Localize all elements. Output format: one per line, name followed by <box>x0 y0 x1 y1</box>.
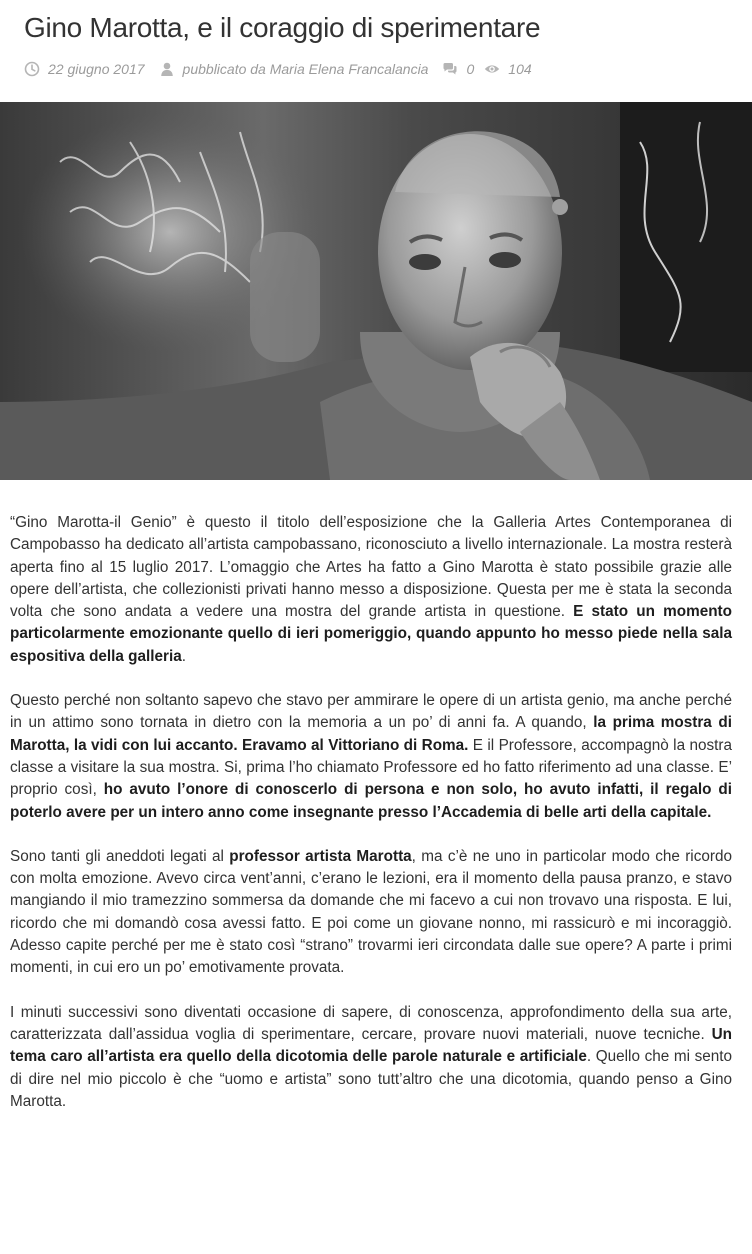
post-date: 22 giugno 2017 <box>48 61 145 77</box>
comments-icon[interactable] <box>442 61 458 77</box>
article-paragraph <box>10 690 732 824</box>
post-title: Gino Marotta, e il coraggio di sperimentare <box>24 12 541 43</box>
bold-text: Un tema caro all’artista era quello della dicotomia delle parole naturale e artificiale <box>10 1025 732 1066</box>
paragraph-text: “Gino Marotta-il Genio” è questo il titolo dell’esposizione che la Galleria Artes Contemporanea di Campobasso ha dedicato all’artista campobassano, riconosciuto a livello internazionale. La mostra resterà aperta fino al 15 luglio 2017. L’omaggio che Artes ha fatto a Gino Marotta è stato possibile grazie alle opere dell’artista, che collezionisti privati hanno messo a disposizione. Questa per me è stata la seconda volta che sono andata a vedere una mostra del grande artista in questione. <box>10 514 732 621</box>
paragraph-text: I minuti successivi sono diventati occasione di sapere, di conoscenza, approfondimento della sua arte, caratterizzata dall’assidua voglia di sperimentare, cercare, provare nuovi materiali, nuove tecniche. <box>10 1003 732 1043</box>
paragraph-text: E il Professore, accompagnò la nostra classe a visitare la sua mostra. Si, prima l’ho chiamato Professore ed ho fatto riferimento ad una classe. E’ proprio così, <box>10 736 732 799</box>
paragraph-text: . <box>181 647 186 665</box>
comments-count[interactable]: 0 <box>466 61 475 77</box>
article-paragraph <box>10 512 732 668</box>
bold-text: ho avuto l’onore di conoscerlo di persona e non solo, ho avuto infatti, il regalo di poterlo avere per un intero anno come insegnante presso l’Accademia di belle arti della capitale. <box>10 781 733 821</box>
article-paragraph <box>10 1002 732 1113</box>
featured-image <box>0 102 752 480</box>
post-author[interactable]: pubblicato da Maria Elena Francalancia <box>182 61 429 77</box>
eye-icon <box>484 61 500 77</box>
views-count: 104 <box>508 61 532 77</box>
clock-icon <box>24 61 40 77</box>
paragraph-text: , ma c’è ne uno in particolar modo che ricordo con molta emozione. Avevo circa vent’anni, c’erano le lezioni, era il momento della pausa pranzo, e stavo mangiando il mio tramezzino sommersa da domande che mi facevo a cui non trovavo una risposta. E lui, ricordo che mi domandò cosa avessi fatto. E poi come un giovane nonno, mi rassicurò e mi incoraggiò. Adesso capite perché per me è stato così “strano” trovarmi ieri circondata dalle sue opere? A parte i primi momenti, in cui ero un po’ emotivamente provata. <box>10 847 732 977</box>
portrait-photo <box>0 102 752 480</box>
post-meta <box>24 58 546 80</box>
bold-text: E stato un momento particolarmente emozionante quello di ieri pomeriggio, quando appunto ho messo piede nella sala espositiva della galleria <box>10 603 732 665</box>
paragraph-text: Sono tanti gli aneddoti legati al <box>10 847 230 865</box>
paragraph-text: Questo perché non soltanto sapevo che stavo per ammirare le opere di un artista genio, ma anche perché in un attimo sono tornata in dietro con la memoria a un po’ di anni fa. A quando, <box>10 692 732 732</box>
user-icon <box>159 61 175 77</box>
bold-text: la prima mostra di Marotta, la vidi con lui accanto. Eravamo al Vittoriano di Roma. <box>10 714 732 754</box>
article-paragraph <box>10 846 732 980</box>
bold-text: professor artista Marotta <box>229 847 412 865</box>
paragraph-text: . Quello che mi sento di dire nel mio piccolo è che “uomo e artista” sono tutt’altro che una dicotomia, quando penso a Gino Marotta. <box>10 1048 732 1110</box>
article-body <box>10 512 732 1135</box>
